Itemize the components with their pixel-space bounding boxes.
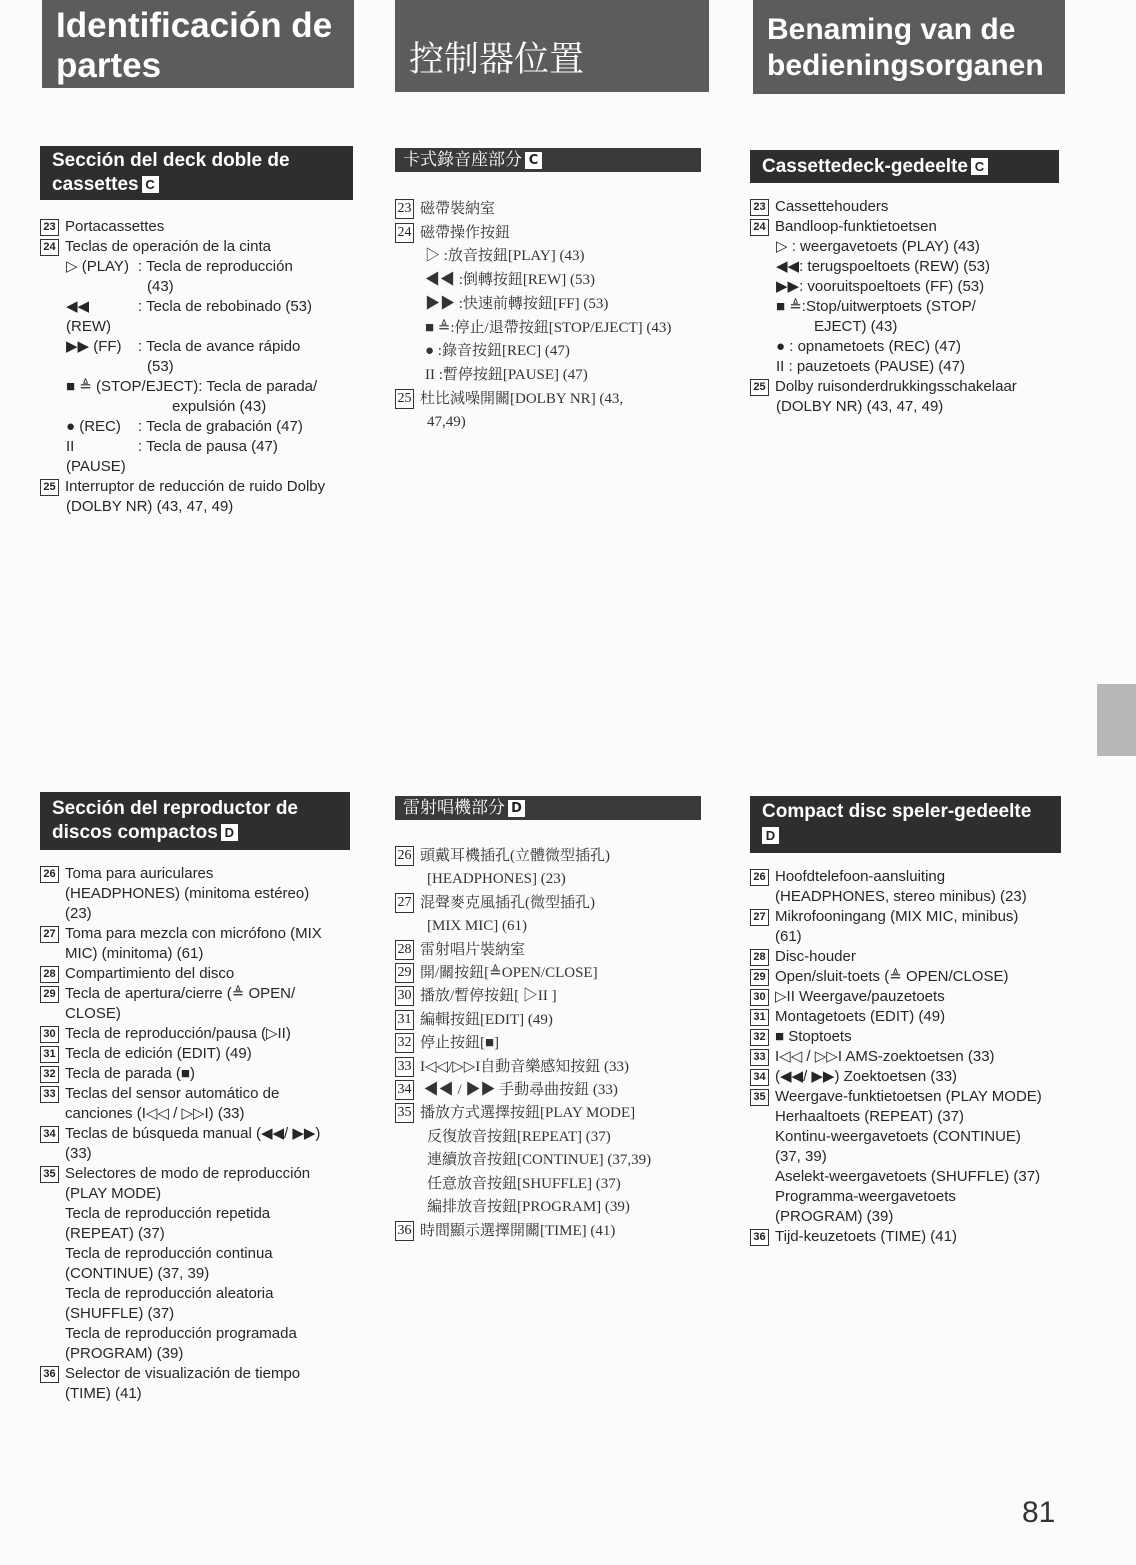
list-item-cont: (61) [775,928,802,945]
list-item-cont: Herhaaltoets (REPEAT) (37) [775,1108,964,1125]
key-desc: : Tecla de pausa (47) [138,438,278,455]
key-row: ▷ :放音按鈕[PLAY] (43) [425,248,585,265]
list-item-cont: (DOLBY NR) (43, 47, 49) [66,498,234,515]
list-item [40,1084,360,1104]
list-item [750,1227,1068,1247]
list-item-cont: 編排放音按鈕[PROGRAM] (39) [427,1199,630,1216]
item-text: ◀◀ / ▶▶ 手動尋曲按鈕 (33) [420,1082,618,1099]
section-title-cassette-zh [395,148,701,172]
cd-zh-list [395,845,715,1243]
header-nl-line2: bedieningsorganen [767,49,1044,82]
key-row: ◀◀ :倒轉按鈕[REW] (53) [425,272,595,289]
item-number: 26 [750,869,769,886]
cd-nl-list [750,867,1068,1247]
key-desc: : Tecla de rebobinado (53) [138,298,313,315]
item-number: 28 [750,949,769,966]
list-item [40,964,360,984]
item-number: 23 [750,199,769,216]
list-item [40,984,360,1004]
item-text: Teclas del sensor automático de [65,1085,280,1102]
item-text: 播放/暫停按鈕[ ▷II ] [420,988,557,1005]
item-text: Toma para auriculares [65,865,214,882]
item-text: 混聲麥克風插孔(微型插孔) [420,894,595,911]
item-number: 26 [395,846,414,866]
section-title-text: 卡式錄音座部分 [403,150,522,170]
item-text: 雷射唱片裝納室 [420,941,526,958]
list-item [40,1364,360,1384]
list-item [395,1102,715,1125]
list-item-cont: 任意放音按鈕[SHUFFLE] (37) [427,1175,621,1192]
section-title-text: Sección del deck doble de cassettes [52,150,290,195]
list-item [750,1067,1068,1087]
header-nl [753,0,1065,94]
list-item [750,967,1068,987]
item-number: 25 [395,389,414,409]
item-number: 32 [395,1033,414,1053]
list-item-cont: CLOSE) [65,1005,121,1022]
item-number: 30 [395,986,414,1006]
cd-nl [750,796,1068,1247]
cd-es-list [40,864,360,1404]
section-title-cassette-nl [750,150,1059,183]
list-item [40,924,360,944]
item-text: Tijd-keuzetoets (TIME) (41) [775,1228,957,1245]
item-text: 杜比減噪開關[DOLBY NR] (43, [420,390,624,407]
key-label: ● (REC) [66,418,121,435]
cassette-nl-list [750,197,1068,417]
list-item-cont: Tecla de reproducción continua [65,1245,273,1262]
item-number: 33 [395,1057,414,1077]
list-item [750,947,1068,967]
item-text: Teclas de búsqueda manual (◀◀/ ▶▶) [65,1125,321,1142]
item-text: 停止按鈕[■] [420,1035,500,1052]
item-number: 35 [40,1166,59,1183]
list-item [40,217,360,237]
item-number: 30 [40,1026,59,1043]
list-item [395,845,715,868]
list-item-cont: 47,49) [427,414,466,431]
list-item [750,217,1068,237]
key-desc: (53) [147,358,174,375]
item-text: 頭戴耳機插孔(立體微型插孔) [420,848,610,864]
list-item [750,1007,1068,1027]
list-item-cont: 反復放音按鈕[REPEAT] (37) [427,1128,611,1145]
list-item-cont: 連續放音按鈕[CONTINUE] (37,39) [427,1152,652,1169]
list-item [395,985,715,1008]
item-text: Teclas de operación de la cinta [65,238,271,255]
item-text: Selectores de modo de reproducción [65,1165,311,1182]
item-number: 31 [750,1009,769,1026]
item-text: Bandloop-funktietoetsen [775,218,937,235]
item-number: 31 [40,1046,59,1063]
item-number: 33 [750,1049,769,1066]
key-row: ● : opnametoets (REC) (47) [776,338,961,355]
list-item-cont: [HEADPHONES] (23) [427,871,566,888]
section-title-cd-nl [750,796,1061,853]
item-number: 36 [750,1229,769,1246]
item-number: 34 [40,1126,59,1143]
list-item [40,864,360,884]
section-title-cd-zh [395,796,701,820]
list-item [750,1087,1068,1107]
item-number: 33 [40,1086,59,1103]
item-number: 28 [395,940,414,960]
cassette-zh [395,148,715,435]
section-letter-d: D [221,824,238,841]
item-text: Toma para mezcla con micrófono (MIX [65,925,322,942]
item-number: 31 [395,1010,414,1030]
item-number: 29 [395,963,414,983]
key-row [40,417,360,437]
item-text: 開/關按鈕[≜OPEN/CLOSE] [420,965,598,982]
item-text: (◀◀/ ▶▶) Zoektoetsen (33) [775,1068,958,1085]
key-row: ■ ≜:Stop/uitwerptoets (STOP/ [776,298,976,315]
section-title-text: discos compactos [52,822,218,843]
list-item-cont: (HEADPHONES, stereo minibus) (23) [775,888,1027,905]
item-number: 34 [395,1080,414,1100]
list-item [40,1124,360,1144]
cassette-es [40,146,360,517]
section-title-cd-es [40,792,350,850]
section-letter-d: D [508,800,525,817]
item-text: Tecla de reproducción/pausa (▷II) [65,1025,291,1042]
key-label: ▶▶ (FF) [66,338,122,355]
item-number: 30 [750,989,769,1006]
list-item-cont: (SHUFFLE) (37) [65,1305,175,1322]
page-number: 81 [1022,1496,1056,1529]
item-text: Tecla de parada (■) [65,1065,195,1082]
item-number: 26 [40,866,59,883]
list-item [750,907,1068,927]
item-text: I◁◁ / ▷▷I AMS-zoektoetsen (33) [775,1048,995,1065]
header-es-line2: partes [56,46,162,85]
key-row [40,337,360,357]
list-item [40,1044,360,1064]
header-es-line1: Identificación de [56,6,333,45]
section-letter-c: C [142,176,159,193]
item-number: 32 [40,1066,59,1083]
list-item [40,237,360,257]
list-item-cont: (CONTINUE) (37, 39) [65,1265,210,1282]
key-label: II (PAUSE) [66,438,126,475]
list-item [40,1024,360,1044]
item-text: I◁◁/▷▷I自動音樂感知按鈕 (33) [420,1058,630,1075]
item-text: Selector de visualización de tiempo [65,1365,301,1382]
item-text: Mikrofooningang (MIX MIC, minibus) [775,908,1019,925]
section-title-line2 [52,821,338,845]
list-item-cont: (PLAY MODE) [65,1185,162,1202]
list-item [395,1220,715,1243]
item-text: 編輯按鈕[EDIT] (49) [420,1011,553,1028]
item-number: 23 [40,219,59,236]
item-number: 27 [395,893,414,913]
key-row: ● :錄音按鈕[REC] (47) [425,343,570,360]
list-item-cont: canciones (I◁◁ / ▷▷I) (33) [65,1105,245,1122]
item-text: Montagetoets (EDIT) (49) [775,1008,946,1025]
section-title-line1: Sección del reproductor de [52,798,298,819]
list-item [395,1032,715,1055]
item-text: 時間顯示選擇開關[TIME] (41) [420,1222,616,1239]
item-text: Tecla de apertura/cierre (≜ OPEN/ [65,985,296,1002]
list-item-cont: (23) [65,905,92,922]
key-row: ■ ≜ (STOP/EJECT): Tecla de parada/ [66,378,318,395]
list-item [750,1047,1068,1067]
section-letter-d: D [762,827,779,844]
item-number: 25 [40,479,59,496]
section-title-cassette-es [40,146,353,200]
item-number: 32 [750,1029,769,1046]
key-desc: : Tecla de reproducción [138,258,293,275]
item-text: Open/sluit-toets (≜ OPEN/CLOSE) [775,968,1009,985]
item-text: ■ Stoptoets [775,1028,852,1045]
key-row: ▶▶: vooruitspoeltoets (FF) (53) [776,278,985,295]
item-text: 磁帶裝納室 [420,201,496,217]
list-item-cont: Aselekt-weergavetoets (SHUFFLE) (37) [775,1168,1041,1185]
list-item-cont: (PROGRAM) (39) [775,1208,894,1225]
key-label: ◀◀ (REW) [66,298,111,335]
key-desc: : Tecla de grabación (47) [138,418,303,435]
list-item [395,962,715,985]
key-row: ■ ≜:停止/退帶按鈕[STOP/EJECT] (43) [425,319,672,336]
item-number: 36 [40,1366,59,1383]
item-number: 25 [750,379,769,396]
item-number: 27 [40,926,59,943]
header-nl-line1: Benaming van de [767,13,1016,46]
item-text: Cassettehouders [775,198,889,215]
list-item [750,197,1068,217]
item-text: Disc-houder [775,948,856,965]
item-text: Dolby ruisonderdrukkingsschakelaar [775,378,1017,395]
section-title-line2 [762,824,1049,848]
item-number: 36 [395,1221,414,1241]
list-item [395,222,715,246]
cd-zh [395,796,715,1243]
item-text: 播放方式選擇按鈕[PLAY MODE] [420,1105,636,1122]
item-number: 29 [40,986,59,1003]
key-row [40,437,360,477]
key-row [40,357,360,377]
key-row [40,257,360,277]
list-item [395,198,715,222]
item-text: ▷II Weergave/pauzetoets [775,988,945,1005]
list-item-cont: Kontinu-weergavetoets (CONTINUE) [775,1128,1021,1145]
section-letter-c: C [971,158,988,175]
item-number: 34 [750,1069,769,1086]
key-row: ◀◀: terugspoeltoets (REW) (53) [776,258,990,275]
key-row: EJECT) (43) [814,318,898,335]
section-title-text: Compact disc speler-gedeelte [762,801,1032,822]
key-row [40,297,360,337]
item-number: 24 [395,223,414,243]
item-text: Weergave-funktietoetsen (PLAY MODE) [775,1088,1042,1105]
key-row [40,277,360,297]
cassette-es-list [40,217,360,517]
key-row: II :暫停按鈕[PAUSE] (47) [425,366,588,383]
item-number: 35 [750,1089,769,1106]
key-row: II : pauzetoets (PAUSE) (47) [776,358,965,375]
header-es [42,0,354,88]
list-item [395,1056,715,1079]
section-letter-c: C [525,152,542,169]
list-item-cont: (DOLBY NR) (43, 47, 49) [776,398,944,415]
page-edge-tab [1097,684,1136,756]
item-number: 35 [395,1103,414,1123]
list-item [750,1027,1068,1047]
list-item [395,892,715,915]
list-item [40,477,360,497]
key-desc: (43) [147,278,174,295]
item-number: 24 [40,239,59,256]
list-item [395,388,715,412]
key-desc: : Tecla de avance rápido [138,338,301,355]
list-item [750,867,1068,887]
list-item-cont: Programma-weergavetoets [775,1188,956,1205]
item-number: 27 [750,909,769,926]
item-number: 23 [395,199,414,219]
key-row: expulsión (43) [172,398,267,415]
list-item [750,377,1068,397]
cd-es [40,792,360,1404]
list-item [40,1164,360,1184]
item-text: Tecla de edición (EDIT) (49) [65,1045,252,1062]
section-title-text: 雷射唱機部分 [403,798,505,818]
item-text: 磁帶操作按鈕 [420,224,511,241]
list-item-cont: (33) [65,1145,92,1162]
key-label: ▷ (PLAY) [66,258,129,275]
item-text: Hoofdtelefoon-aansluiting [775,868,946,885]
list-item [395,1079,715,1102]
list-item [750,987,1068,1007]
key-row: ▷ : weergavetoets (PLAY) (43) [776,238,980,255]
list-item-cont: MIC) (minitoma) (61) [65,945,204,962]
item-number: 29 [750,969,769,986]
list-item-cont: Tecla de reproducción aleatoria [65,1285,274,1302]
item-text: Portacassettes [65,218,165,235]
item-number: 24 [750,219,769,236]
key-row: ▶▶ :快速前轉按鈕[FF] (53) [425,295,609,312]
list-item-cont: (PROGRAM) (39) [65,1345,184,1362]
item-number: 28 [40,966,59,983]
list-item-cont: Tecla de reproducción repetida [65,1205,271,1222]
cassette-nl [750,150,1068,417]
list-item-cont: (REPEAT) (37) [65,1225,165,1242]
header-zh: 控制器位置 [395,0,709,92]
list-item-cont: [MIX MIC] (61) [427,918,527,935]
list-item-cont: Tecla de reproducción programada [65,1325,297,1342]
item-text: Interruptor de reducción de ruido Dolby [65,478,326,495]
list-item [395,1009,715,1032]
list-item-cont: (37, 39) [775,1148,827,1165]
list-item [395,939,715,962]
item-text: Compartimiento del disco [65,965,235,982]
list-item [40,1064,360,1084]
section-title-text: Cassettedeck-gedeelte [762,156,968,177]
cassette-zh-list [395,198,715,435]
list-item-cont: (HEADPHONES) (minitoma estéreo) [65,885,310,902]
list-item-cont: (TIME) (41) [65,1385,142,1402]
